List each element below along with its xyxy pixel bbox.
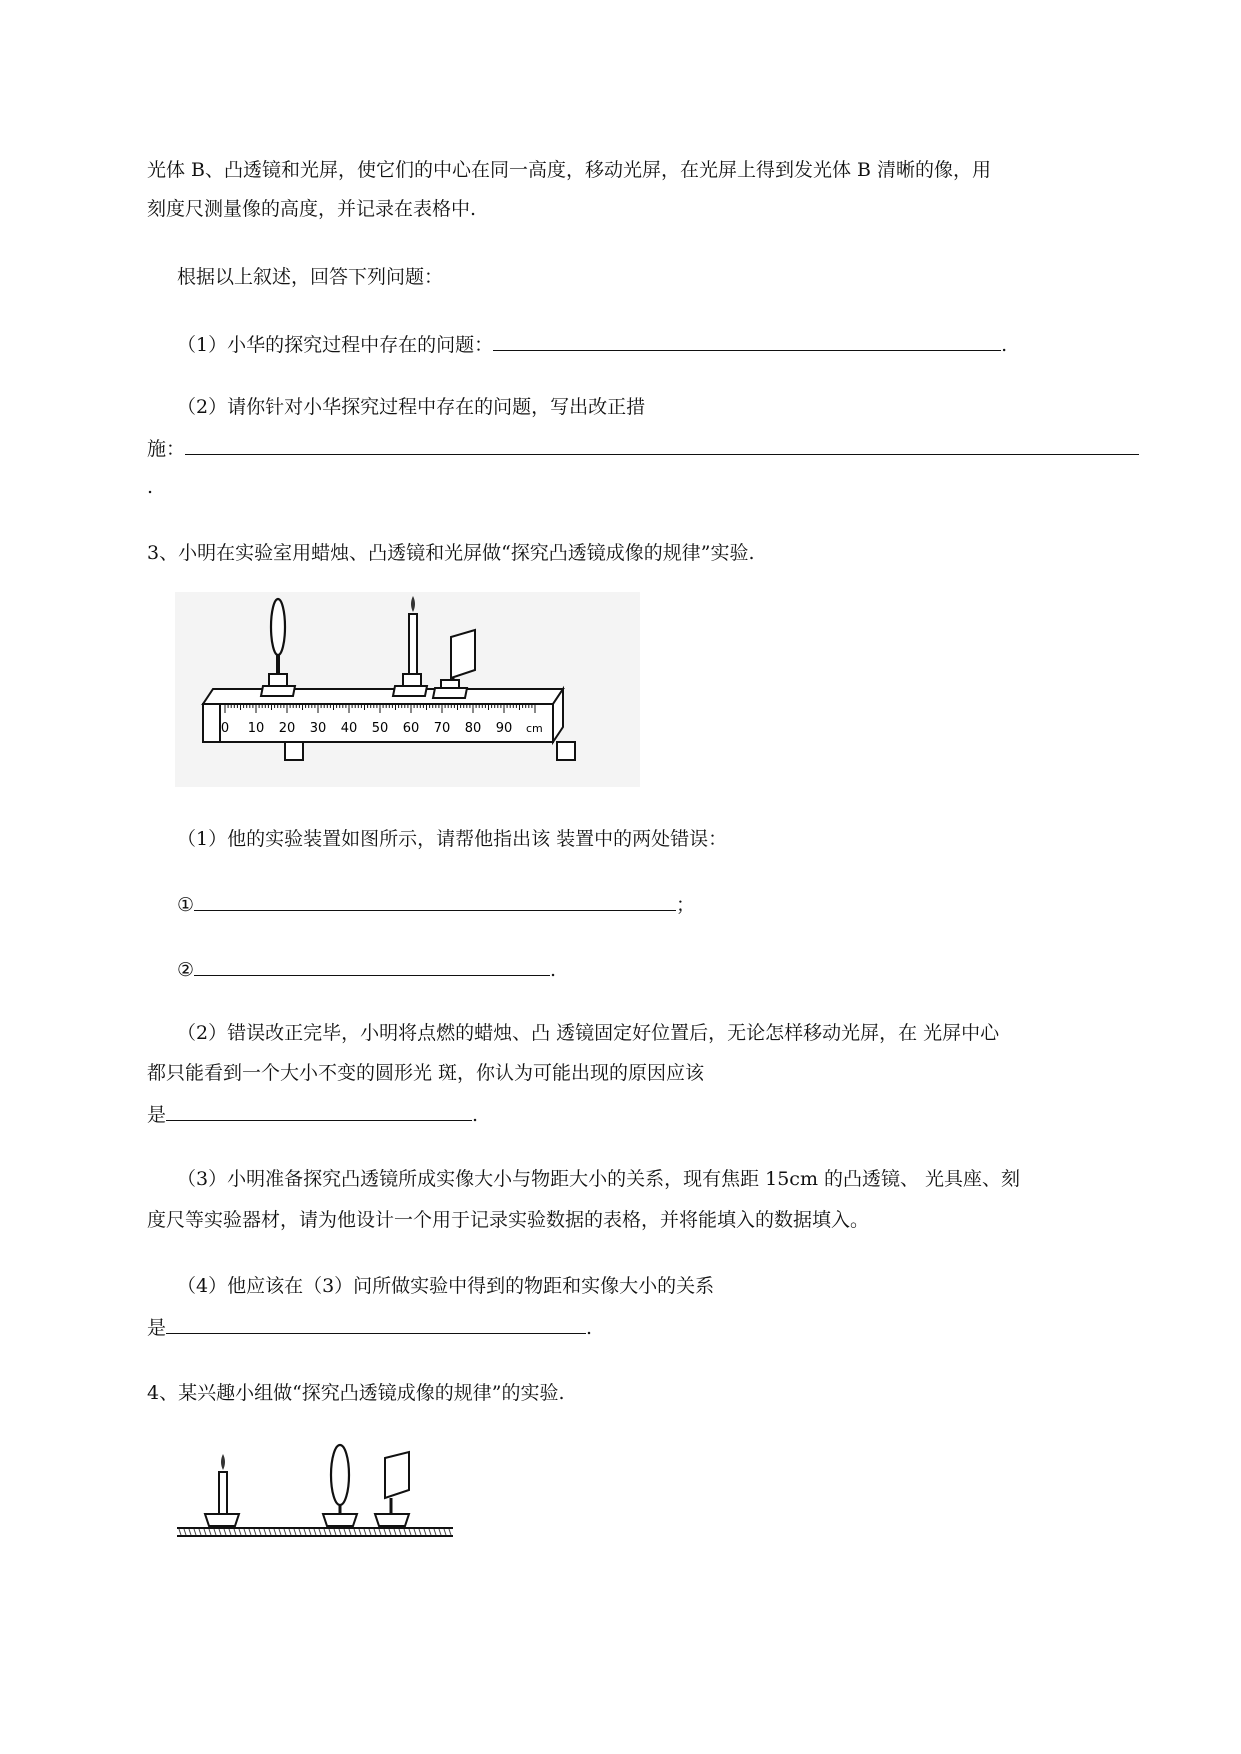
rail-hatch-line	[424, 1529, 426, 1535]
rail-hatch-line	[284, 1529, 286, 1535]
rail-hatch-line	[329, 1529, 331, 1535]
sub-question-label: 是	[147, 1317, 167, 1339]
rail-hatch-line	[294, 1529, 296, 1535]
paragraph-line: 刻度尺测量像的高度，并记录在表格中.	[147, 198, 477, 220]
rail-hatch-line	[254, 1529, 256, 1535]
question-3-sub3-line2: 度尺等实验器材，请为他设计一个用于记录实验数据的表格，并将能填入的数据填入。	[147, 1209, 870, 1231]
rail-hatch-line	[439, 1529, 441, 1535]
rail-hatch-line	[419, 1529, 421, 1535]
rail-hatch-line	[279, 1529, 281, 1535]
question-intro: 根据以上叙述，回答下列问题：	[177, 266, 444, 288]
rail-hatch-line	[299, 1529, 301, 1535]
rail-hatching	[179, 1529, 451, 1535]
question-3-title: 3、小明在实验室用蜡烛、凸透镜和光屏做“探究凸透镜成像的规律”实验.	[147, 542, 755, 564]
answer-blank[interactable]	[194, 890, 676, 911]
question-4-title: 4、某兴趣小组做“探究凸透镜成像的规律”的实验.	[147, 1382, 565, 1404]
rail-hatch-line	[189, 1529, 191, 1535]
candle-icon	[205, 1454, 239, 1526]
rail-hatch-line	[224, 1529, 226, 1535]
rail-hatch-line	[274, 1529, 276, 1535]
punctuation: .	[586, 1317, 593, 1339]
answer-blank[interactable]	[185, 434, 1139, 455]
rail-hatch-line	[394, 1529, 396, 1535]
question-3-sub1: （1）他的实验装置如图所示，请帮他指出该 装置中的两处错误：	[177, 828, 728, 850]
rail-hatch-line	[259, 1529, 261, 1535]
ruler-label: 40	[340, 721, 358, 736]
rail-hatch-line	[234, 1529, 236, 1535]
ruler-label: 30	[309, 721, 327, 736]
paragraph-line: 光体 B、凸透镜和光屏，使它们的中心在同一高度，移动光屏，在光屏上得到发光体 B 清晰的像，用	[147, 159, 992, 181]
rail-hatch-line	[449, 1529, 451, 1535]
optical-rail-figure	[175, 1440, 460, 1550]
question-3-sub2-line2: 都只能看到一个大小不变的圆形光 斑，你认为可能出现的原因应该	[147, 1062, 705, 1084]
rail-hatch-line	[389, 1529, 391, 1535]
error-2-line	[177, 955, 556, 983]
answer-blank[interactable]	[166, 1313, 586, 1334]
rail-hatch-line	[404, 1529, 406, 1535]
rail-hatch-line	[309, 1529, 311, 1535]
question-3-sub2: （2）错误改正完毕，小明将点燃的蜡烛、凸 透镜固定好位置后，无论怎样移动光屏，在 光屏中心	[177, 1022, 1000, 1044]
rail-hatch-line	[249, 1529, 251, 1535]
question-2-sub2: （2）请你针对小华探究过程中存在的问题，写出改正措	[177, 396, 646, 418]
rail-hatch-line	[184, 1529, 186, 1535]
ruler-label: 20	[278, 721, 296, 736]
rail-hatch-line	[244, 1529, 246, 1535]
punctuation: .	[550, 959, 557, 981]
rail-hatch-line	[369, 1529, 371, 1535]
rail-hatch-line	[179, 1529, 181, 1535]
rail-hatch-line	[429, 1529, 431, 1535]
sub-question-label: 施：	[147, 438, 186, 460]
question-3-sub2-line3	[147, 1100, 478, 1128]
rail-hatch-line	[319, 1529, 321, 1535]
sub-question-label: 是	[147, 1104, 167, 1126]
ruler-label: 50	[371, 721, 389, 736]
answer-blank[interactable]	[194, 955, 550, 976]
rail-hatch-line	[354, 1529, 356, 1535]
rail-hatch-line	[379, 1529, 381, 1535]
ruler-label: 10	[247, 721, 265, 736]
rail-hatch-line	[339, 1529, 341, 1535]
rail-hatch-line	[359, 1529, 361, 1535]
answer-blank[interactable]	[166, 1100, 472, 1121]
rail-hatch-line	[324, 1529, 326, 1535]
rail-hatch-line	[364, 1529, 366, 1535]
error-1-line	[177, 890, 695, 918]
ruler-label: 80	[464, 721, 482, 736]
rail-hatch-line	[414, 1529, 416, 1535]
rail-hatch-line	[289, 1529, 291, 1535]
ruler-label: 0	[220, 721, 230, 736]
rail-hatch-line	[434, 1529, 436, 1535]
rail-hatch-line	[344, 1529, 346, 1535]
ruler-unit: cm	[526, 722, 543, 735]
answer-blank[interactable]	[493, 330, 1001, 351]
question-3-sub3: （3）小明准备探究凸透镜所成实像大小与物距大小的关系，现有焦距 15cm 的凸透镜、 光具座、刻	[177, 1168, 1021, 1190]
rail-hatch-line	[229, 1529, 231, 1535]
rail-hatch-line	[384, 1529, 386, 1535]
question-2-sub1	[177, 330, 1007, 358]
rail-hatch-line	[214, 1529, 216, 1535]
screen-icon	[375, 1452, 409, 1526]
rail-hatch-line	[399, 1529, 401, 1535]
rail-hatch-line	[194, 1529, 196, 1535]
rail-hatch-line	[204, 1529, 206, 1535]
rail-hatch-line	[444, 1529, 446, 1535]
question-2-sub2-line2	[147, 434, 1139, 462]
sub-question-label: （1）小华的探究过程中存在的问题：	[177, 334, 494, 356]
punctuation: .	[472, 1104, 479, 1126]
rail-hatch-line	[269, 1529, 271, 1535]
rail-hatch-line	[334, 1529, 336, 1535]
rail-hatch-line	[409, 1529, 411, 1535]
rail-hatch-line	[219, 1529, 221, 1535]
question-3-sub4: （4）他应该在（3）问所做实验中得到的物距和实像大小的关系	[177, 1275, 715, 1297]
rail-hatch-line	[349, 1529, 351, 1535]
rail-hatch-line	[374, 1529, 376, 1535]
punctuation: ；	[676, 894, 696, 916]
lens-icon	[323, 1445, 357, 1526]
question-3-sub4-line2	[147, 1313, 592, 1341]
rail-hatch-line	[239, 1529, 241, 1535]
punctuation: .	[147, 476, 154, 498]
optical-bench-figure	[175, 592, 640, 787]
ruler-label: 70	[433, 721, 451, 736]
rail-hatch-line	[304, 1529, 306, 1535]
rail-hatch-line	[209, 1529, 211, 1535]
ruler-label: 60	[402, 721, 420, 736]
punctuation: .	[1001, 334, 1008, 356]
circle-two-marker: ②	[177, 959, 195, 981]
circle-one-marker: ①	[177, 894, 195, 916]
rail-hatch-line	[264, 1529, 266, 1535]
ruler-label: 90	[495, 721, 513, 736]
rail-hatch-line	[314, 1529, 316, 1535]
rail-hatch-line	[199, 1529, 201, 1535]
